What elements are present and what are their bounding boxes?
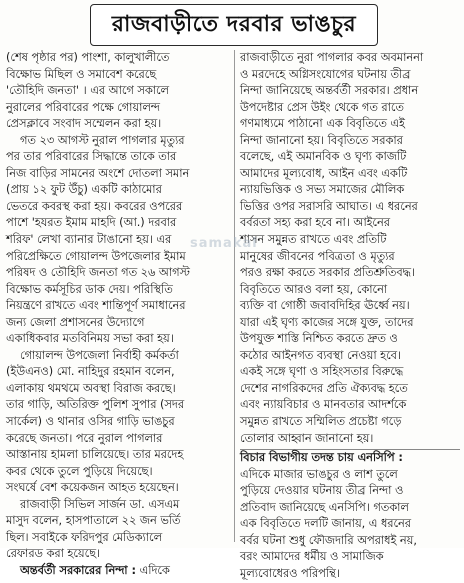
article-line: দেশের নাগরিকদের প্রতি ঐক্যবদ্ধ হতে: [240, 381, 408, 395]
article-line: বিক্ষোভ কর্মসূচির ডাক দেয়। পরিস্থিতি: [6, 282, 173, 296]
article-line: মাসুদ বলেন, হাসপাতালে ২২ জন ভর্তি: [6, 514, 181, 528]
article-line: নিন্দা জানিয়েছে অন্তর্বর্তী সরকার। প্রধান: [240, 84, 419, 98]
article-line: (ইউএনও) মো. নাহিদুর রহমান বলেন,: [6, 365, 175, 379]
article-line: রাজবাড়ীতে নুরা পাগলার কবর অবমাননা: [240, 51, 424, 64]
article-line: নুরালের পরিবারের পক্ষে গোয়ালন্দ: [6, 100, 160, 114]
article-line: এক বিবৃতিতে দলটি জানায়, এ ধরনের: [240, 517, 412, 531]
article-line: প্রেসক্লাবে সংবাদ সম্মেলন করা হয়।: [6, 117, 162, 131]
article-text: এদিকে: [136, 563, 170, 577]
article-line: প্রতিবাদ জানিয়েছে এনসিপি। গতকাল: [240, 500, 409, 514]
article-line: ও মরদেহে অগ্নিসংযোগের ঘটনায় তীব্র: [240, 67, 411, 81]
article-line: ন্যায়ভিত্তিক ও সভ্য সমাজের মৌলিক: [240, 183, 405, 197]
article-line: 'তৌহিদি জনতা' । এর আগে সকালে: [6, 84, 169, 98]
article-line: বর্বর ঘটনা শুধু ফৌজদারি অপরাধই নয়,: [240, 533, 417, 547]
article-line: বিবৃতিতে আরও বলা হয়, কোনো: [240, 282, 388, 296]
article-line: একই সঙ্গে ঘৃণা ও সহিংসতার বিরুদ্ধে: [240, 365, 404, 379]
article-line: শাসন সমুন্নত রাখতে এবং প্রতিটি: [240, 233, 387, 247]
watermark: samakal: [190, 236, 258, 251]
article-line: গোয়ালন্দ উপজেলা নির্বাহী কর্মকর্তা: [20, 348, 179, 362]
article-line: ভিত্তির ওপর সরাসরি আঘাত। এ ধরনের: [240, 199, 418, 213]
article-line: সমুন্নত রাখতে সম্মিলিত প্রচেষ্টা গড়ে: [240, 415, 402, 429]
ncp-subhead: বিচার বিভাগীয় তদন্ত চায় এনসিপি :: [240, 449, 460, 467]
article-line: গণমাধ্যমে পাঠানো এক বিবৃতিতে এই: [240, 117, 405, 131]
article-line: রেফারড করা হয়েছে।: [6, 547, 100, 561]
article-line: ব্যক্তি বা গোষ্ঠী জবাবদিহির ঊর্ধ্বে নয়।: [240, 299, 410, 313]
column-divider: [234, 50, 235, 542]
article-line: (প্রায় ১২ ফুট উঁচু) একটি কাঠামোর: [6, 183, 162, 197]
article-line: পরিপ্রেক্ষিতে গোয়ালন্দ উপজেলার ইমাম: [6, 249, 186, 263]
article-line: ছিল। সবাইকে ফরিদপুর মেডিক্যালে: [6, 530, 162, 544]
article-line: কঠোর আইনগত ব্যবস্থা নেওয়া হবে।: [240, 348, 401, 362]
article-line: সংঘর্ষে বেশ কয়েকজন আহত হয়েছেন।: [6, 481, 179, 495]
article-line: মানুষের জীবনের পবিত্রতা ও মৃত্যুর: [240, 249, 395, 263]
article-left-column: [6, 50, 230, 577]
article-line: তোলার আহ্বান জানানো হয়।: [240, 431, 374, 445]
headline-box: [90, 4, 378, 46]
article-line: গত ২৩ আগস্ট নুরাল পাগলার মৃত্যুর: [20, 133, 185, 147]
article-line: পরিষদ ও তৌহিদি জনতা গত ২৬ আগস্ট: [6, 266, 190, 280]
section-subhead: অন্তর্বর্তী সরকারের নিন্দা :: [20, 563, 137, 577]
article-line: করেছে জনতা। পরে নুরাল পাগলার: [6, 431, 163, 445]
article-line: রাজবাড়ী সিভিল সার্জন ডা. এসএম: [20, 497, 180, 511]
article-line: নিয়ন্ত্রণে রাখতে এবং শান্তিপূর্ণ সমাধানের: [6, 299, 186, 313]
article-line: বর্বরতা সহ্য করা হবে না। আইনের: [240, 216, 390, 230]
article-line: উপদেষ্টার প্রেস উইং থেকে গত রাতে: [240, 100, 404, 114]
article-line: নিন্দা জানানো হয়। বিবৃতিতে সরকার: [240, 133, 403, 147]
article-line: এলাকায় থমথমে অবস্থা বিরাজ করছে।: [6, 381, 176, 395]
article-line: এদিকে মাজার ভাঙচুর ও লাশ তুলে: [240, 467, 398, 481]
article-line: পুড়িয়ে দেওয়ার ঘটনায় তীব্র নিন্দা ও: [240, 484, 404, 498]
article-line: পরও রক্ষা করতে সরকার প্রতিশ্রুতিবদ্ধ।: [240, 266, 415, 280]
article-line: নিজ বাড়ির সামনের অংশে দোতলা সমান: [6, 166, 190, 180]
article-line: (শেষ পৃষ্ঠার পর) পাংশা, কালুখালীতে: [6, 51, 170, 64]
article-line: উপযুক্ত শাস্তি নিশ্চিত করতে দ্রুত ও: [240, 332, 398, 346]
article-line: বরং আমাদের ধর্মীয় ও সামাজিক: [240, 550, 384, 564]
article-line: পাশে 'হযরত ইমাম মাহদি (আ.) দরবার: [6, 216, 177, 230]
article-line: মূল্যবোধেরও পরিপন্থি।: [240, 566, 340, 580]
article-line: আস্তানায় হামলা চালিয়েছে। তার মরদেহ: [6, 448, 184, 462]
article-line: যারা এই ঘৃণ্য কাজের সঙ্গে যুক্ত, তাদের: [240, 315, 414, 329]
article-line: বলেছে, এই অমানবিক ও ঘৃণ্য কাজটি: [240, 150, 407, 164]
article-line: কবর থেকে তুলে পুড়িয়ে দিয়েছে।: [6, 464, 153, 478]
article-line: আমাদের মূল্যবোধ, আইন এবং একটি: [240, 166, 408, 180]
article-line: এবং ন্যায়বিচার ও মানবতার আদর্শকে: [240, 398, 407, 412]
headline: রাজবাড়ীতে দরবার ভাঙচুর: [111, 11, 357, 37]
article-line: বিক্ষোভ মিছিল ও সমাবেশ করেছে: [6, 67, 157, 81]
article-line: জন্য জেলা প্রশাসনের উদ্যোগে: [6, 315, 145, 329]
article-line: ভেতরে কবরস্থ করা হয়। কবরের ওপরের: [6, 199, 183, 213]
article-line: শরিফ' লেখা ব্যানার টাঙানো হয়। এর: [6, 233, 172, 247]
article-line: তার গাড়ি, অতিরিক্ত পুলিশ সুপার (সদর: [6, 398, 185, 412]
article-line: পর তার পরিবারের সিদ্ধান্তে তাকে তার: [6, 150, 177, 164]
section-subhead-line: [6, 563, 230, 580]
article-line: একাধিকবার মতবিনিময় সভা করা হয়।: [6, 332, 174, 346]
article-right-column: [240, 50, 460, 580]
article-line: সার্কেল) ও থানার ওসির গাড়ি ভাঙচুর: [6, 415, 175, 429]
